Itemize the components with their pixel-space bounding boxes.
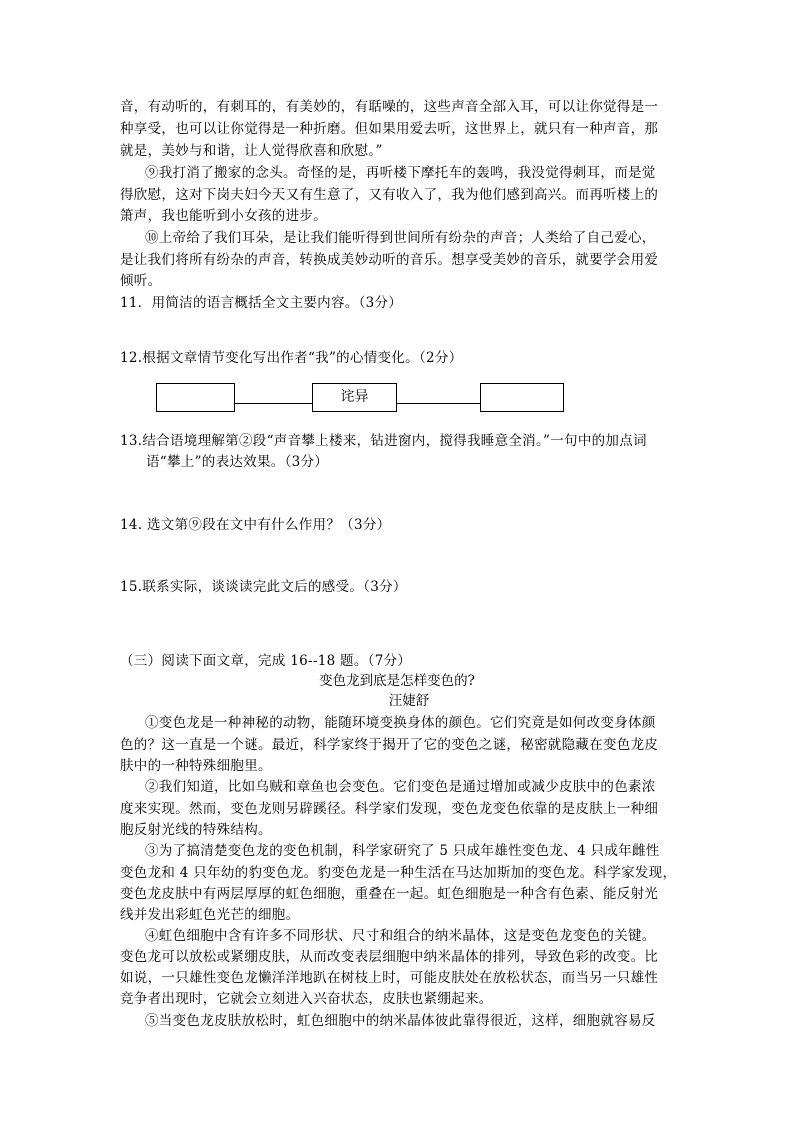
article-line: 如说，一只雄性变色龙懒洋洋地趴在树枝上时，可能皮肤处在放松状态，而当另一只雄性: [120, 970, 659, 986]
article-line: 变色龙可以放松或紧绷皮肤，从而改变表层细胞中纳米晶体的排列，导致色彩的改变。比: [120, 949, 659, 965]
section-3-heading: （三）阅读下面文章，完成 16--18 题。（7分）: [120, 653, 412, 669]
mood-box-end[interactable]: [480, 383, 564, 412]
article-line: ③为了搞清楚变色龙的变色机制，科学家研究了 5 只成年雄性变色龙、4 只成年雌性: [145, 843, 660, 859]
article-line: 竞争者出现时，它就会立刻进入兴奋状态，皮肤也紧绷起来。: [120, 991, 493, 1007]
article-line: 肤中的一种特殊细胞里。: [120, 758, 272, 774]
passage-line: 种享受，也可以让你觉得是一种折磨。但如果用爱去听，这世界上，就只有一种声音，那: [120, 121, 659, 137]
paragraph-9-line: 得欣慰，这对下岗夫妇今天又有生意了，又有收入了，我为他们感到高兴。而再听楼上的: [120, 187, 659, 203]
paragraph-10-line: 是让我们将所有纷杂的声音，转换成美妙动听的音乐。想享受美妙的音乐，就要学会用爱: [120, 252, 659, 268]
passage-line: 就是，美妙与和谐，让人觉得欣喜和欣慰。”: [120, 143, 383, 159]
mood-box-middle: 诧异: [312, 383, 397, 412]
question-11: 11．用简洁的语言概括全文主要内容。（3分）: [120, 295, 403, 311]
article-title: 变色龙到底是怎样变色的?: [319, 673, 475, 689]
question-12: 12.根据文章情节变化写出作者“我”的心情变化。（2分）: [120, 350, 463, 366]
article-line: 色的？这一直是一个谜。最近，科学家终于揭开了它的变色之谜，秘密就隐藏在变色龙皮: [120, 737, 659, 753]
article-line: 度来实现。然而，变色龙则另辟蹊径。科学家们发现，变色龙变色依靠的是皮肤上一种细: [120, 801, 659, 817]
article-line: ④虹色细胞中含有许多不同形状、尺寸和组合的纳米晶体，这是变色龙变色的关键。: [145, 928, 656, 944]
connector-line: [235, 403, 312, 404]
paragraph-9-line: ⑨我打消了搬家的念头。奇怪的是，再听楼下摩托车的轰鸣，我没觉得刺耳，而是觉: [145, 165, 656, 181]
article-line: ①变色龙是一种神秘的动物，能随环境变换身体的颜色。它们究竟是如何改变身体颜: [145, 715, 656, 731]
mood-box-start[interactable]: [156, 383, 235, 412]
article-line: ⑤当变色龙皮肤放松时，虹色细胞中的纳米晶体彼此靠得很近，这样，细胞就容易反: [145, 1013, 656, 1029]
article-line: 胞反射光线的特殊结构。: [120, 822, 272, 838]
passage-line: 音，有动听的，有刺耳的，有美妙的，有聒噪的，这些声音全部入耳，可以让你觉得是一: [120, 99, 659, 115]
question-13: 13.结合语境理解第②段“声音攀上楼来，钻进窗内，搅得我睡意全消。”一句中的加点词: [120, 433, 647, 449]
paragraph-10-line: 倾听。: [120, 273, 162, 289]
question-14: 14. 选文第⑨段在文中有什么作用？（3分）: [120, 517, 391, 533]
article-line: 线并发出彩虹色光芒的细胞。: [120, 907, 300, 923]
question-15: 15.联系实际，谈谈读完此文后的感受。（3分）: [120, 579, 407, 595]
article-line: 变色龙和 4 只年幼的豹变色龙。豹变色龙是一种生活在马达加斯加的变色龙。科学家发现，: [120, 865, 677, 881]
article-line: 变色龙皮肤中有两层厚厚的虹色细胞，重叠在一起。虹色细胞是一种含有色素、能反射光: [120, 886, 659, 902]
question-13-continued: 语“攀上”的表达效果。（3分）: [146, 454, 329, 470]
article-line: ②我们知道，比如乌贼和章鱼也会变色。它们变色是通过增加或减少皮肤中的色素浓: [145, 779, 656, 795]
paragraph-9-line: 箫声，我也能听到小女孩的进步。: [120, 208, 327, 224]
connector-line: [397, 403, 480, 404]
paragraph-10-line: ⑩上帝给了我们耳朵，是让我们能听得到世间所有纷杂的声音；人类给了自己爱心，: [145, 230, 656, 246]
article-author: 汪婕舒: [388, 693, 430, 709]
